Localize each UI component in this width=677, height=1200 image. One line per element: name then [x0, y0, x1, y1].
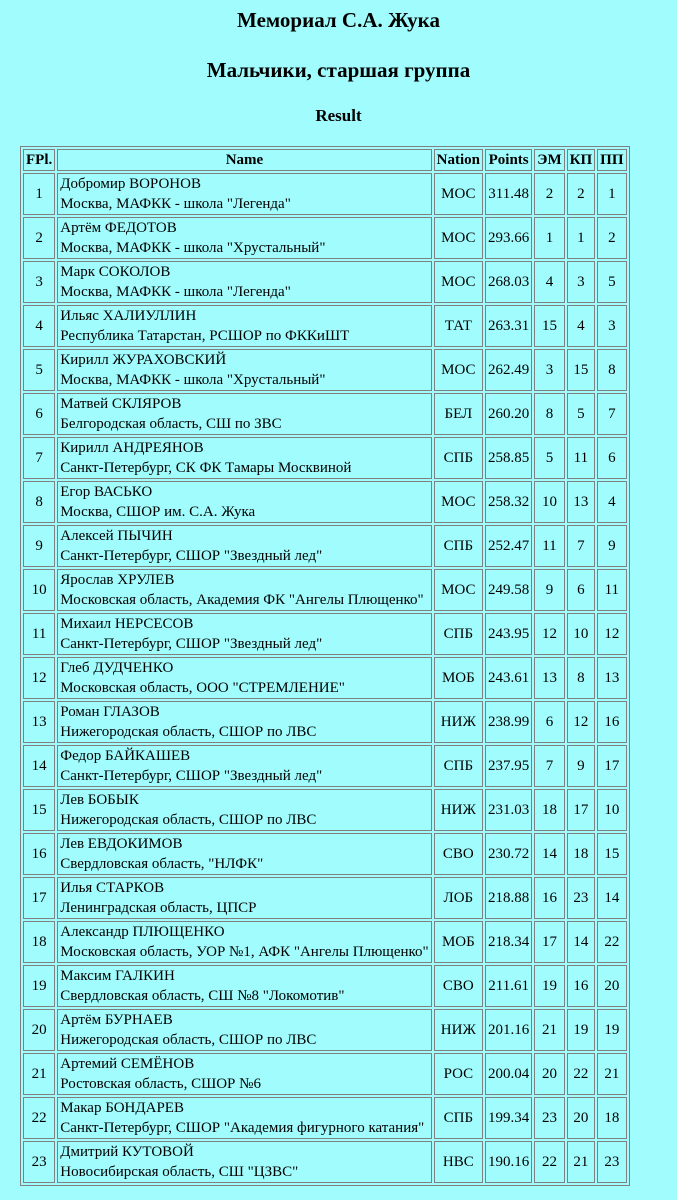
cell-nation: НИЖ [434, 701, 483, 743]
cell-pp: 3 [597, 305, 626, 347]
table-row [23, 173, 627, 215]
skater-name: Лев БОБЫК [60, 792, 139, 808]
skater-club: Белгородская область, СШ по ЗВС [60, 416, 282, 432]
cell-nation: СПБ [434, 1097, 483, 1139]
cell-pp: 12 [597, 613, 626, 655]
cell-pp: 4 [597, 481, 626, 523]
skater-club: Свердловская область, СШ №8 "Локомотив" [60, 988, 345, 1004]
cell-kp: 1 [567, 217, 596, 259]
cell-place: 5 [23, 349, 55, 391]
skater-club: Москва, МАФКК - школа "Хрустальный" [60, 372, 326, 388]
cell-points: 243.61 [485, 657, 532, 699]
table-row [23, 1141, 627, 1183]
col-header-nation: Nation [434, 149, 483, 171]
skater-club: Нижегородская область, СШОР по ЛВС [60, 1032, 317, 1048]
cell-name [57, 1053, 431, 1095]
cell-em: 2 [534, 173, 564, 215]
cell-name [57, 789, 431, 831]
cell-place: 12 [23, 657, 55, 699]
skater-name: Максим ГАЛКИН [60, 968, 175, 984]
cell-points: 231.03 [485, 789, 532, 831]
cell-name [57, 1009, 431, 1051]
cell-pp: 22 [597, 921, 626, 963]
cell-kp: 2 [567, 173, 596, 215]
table-row [23, 481, 627, 523]
cell-place: 19 [23, 965, 55, 1007]
cell-nation: НИЖ [434, 1009, 483, 1051]
cell-em: 17 [534, 921, 564, 963]
cell-pp: 14 [597, 877, 626, 919]
skater-name: Ярослав ХРУЛЕВ [60, 572, 175, 588]
table-row [23, 305, 627, 347]
cell-place: 10 [23, 569, 55, 611]
results-table [20, 146, 630, 1186]
cell-name [57, 701, 431, 743]
cell-kp: 18 [567, 833, 596, 875]
cell-nation: РОС [434, 1053, 483, 1095]
table-row [23, 613, 627, 655]
cell-pp: 17 [597, 745, 626, 787]
skater-club: Новосибирская область, СШ "ЦЗВС" [60, 1164, 299, 1180]
cell-em: 14 [534, 833, 564, 875]
cell-nation: ЛОБ [434, 877, 483, 919]
cell-em: 21 [534, 1009, 564, 1051]
cell-em: 16 [534, 877, 564, 919]
cell-kp: 3 [567, 261, 596, 303]
cell-kp: 21 [567, 1141, 596, 1183]
cell-name [57, 613, 431, 655]
skater-name: Дмитрий КУТОВОЙ [60, 1144, 194, 1160]
cell-pp: 19 [597, 1009, 626, 1051]
skater-club: Ростовская область, СШОР №6 [60, 1076, 261, 1092]
cell-name [57, 833, 431, 875]
cell-points: 311.48 [485, 173, 532, 215]
cell-nation: МОС [434, 349, 483, 391]
cell-name [57, 1141, 431, 1183]
cell-place: 21 [23, 1053, 55, 1095]
cell-em: 20 [534, 1053, 564, 1095]
skater-name: Добромир ВОРОНОВ [60, 176, 201, 192]
cell-pp: 8 [597, 349, 626, 391]
cell-kp: 13 [567, 481, 596, 523]
cell-pp: 11 [597, 569, 626, 611]
col-header-kp: КП [567, 149, 596, 171]
cell-points: 211.61 [485, 965, 532, 1007]
cell-kp: 23 [567, 877, 596, 919]
section-title: Result [315, 106, 362, 125]
cell-place: 23 [23, 1141, 55, 1183]
cell-kp: 9 [567, 745, 596, 787]
table-row [23, 833, 627, 875]
cell-pp: 10 [597, 789, 626, 831]
skater-name: Кирилл АНДРЕЯНОВ [60, 440, 204, 456]
skater-name: Илья СТАРКОВ [60, 880, 165, 896]
cell-kp: 17 [567, 789, 596, 831]
cell-place: 22 [23, 1097, 55, 1139]
cell-points: 252.47 [485, 525, 532, 567]
cell-nation: МОС [434, 481, 483, 523]
cell-kp: 20 [567, 1097, 596, 1139]
skater-name: Глеб ДУДЧЕНКО [60, 660, 174, 676]
skater-club: Санкт-Петербург, СШОР "Академия фигурного катания" [60, 1120, 425, 1136]
cell-nation: МОС [434, 217, 483, 259]
cell-em: 23 [534, 1097, 564, 1139]
skater-name: Кирилл ЖУРАХОВСКИЙ [60, 352, 227, 368]
cell-points: 218.34 [485, 921, 532, 963]
cell-kp: 12 [567, 701, 596, 743]
cell-nation: СПБ [434, 437, 483, 479]
cell-nation: ТАТ [434, 305, 483, 347]
skater-name: Артём ФЕДОТОВ [60, 220, 177, 236]
cell-name [57, 173, 431, 215]
cell-kp: 7 [567, 525, 596, 567]
skater-name: Роман ГЛАЗОВ [60, 704, 160, 720]
skater-name: Артём БУРНАЕВ [60, 1012, 173, 1028]
cell-em: 15 [534, 305, 564, 347]
table-row [23, 1009, 627, 1051]
cell-name [57, 569, 431, 611]
cell-em: 5 [534, 437, 564, 479]
cell-em: 7 [534, 745, 564, 787]
table-row [23, 393, 627, 435]
cell-points: 190.16 [485, 1141, 532, 1183]
cell-em: 12 [534, 613, 564, 655]
cell-points: 218.88 [485, 877, 532, 919]
cell-place: 7 [23, 437, 55, 479]
cell-pp: 13 [597, 657, 626, 699]
table-row [23, 657, 627, 699]
cell-kp: 15 [567, 349, 596, 391]
skater-club: Санкт-Петербург, СШОР "Звездный лед" [60, 768, 323, 784]
cell-em: 8 [534, 393, 564, 435]
cell-em: 4 [534, 261, 564, 303]
cell-pp: 18 [597, 1097, 626, 1139]
cell-nation: МОС [434, 173, 483, 215]
cell-nation: НИЖ [434, 789, 483, 831]
cell-name [57, 305, 431, 347]
cell-name [57, 481, 431, 523]
cell-name [57, 745, 431, 787]
skater-club: Московская область, ООО "СТРЕМЛЕНИЕ" [60, 680, 345, 696]
skater-club: Нижегородская область, СШОР по ЛВС [60, 724, 317, 740]
table-row [23, 217, 627, 259]
col-header-pp: ПП [597, 149, 626, 171]
skater-club: Московская область, Академия ФК "Ангелы Плющенко" [60, 592, 424, 608]
cell-points: 249.58 [485, 569, 532, 611]
skater-name: Михаил НЕРСЕСОВ [60, 616, 194, 632]
cell-nation: СВО [434, 965, 483, 1007]
cell-kp: 8 [567, 657, 596, 699]
cell-points: 268.03 [485, 261, 532, 303]
skater-name: Алексей ПЫЧИН [60, 528, 173, 544]
cell-name [57, 261, 431, 303]
cell-em: 22 [534, 1141, 564, 1183]
cell-nation: СПБ [434, 525, 483, 567]
table-row [23, 525, 627, 567]
cell-pp: 20 [597, 965, 626, 1007]
cell-em: 9 [534, 569, 564, 611]
cell-place: 11 [23, 613, 55, 655]
skater-club: Нижегородская область, СШОР по ЛВС [60, 812, 317, 828]
col-header-em: ЭМ [534, 149, 564, 171]
cell-kp: 5 [567, 393, 596, 435]
skater-club: Москва, СШОР им. С.А. Жука [60, 504, 256, 520]
skater-name: Макар БОНДАРЕВ [60, 1100, 184, 1116]
skater-name: Ильяс ХАЛИУЛЛИН [60, 308, 197, 324]
col-header-points: Points [485, 149, 532, 171]
col-header-name: Name [57, 149, 431, 171]
table-header-row [23, 149, 627, 171]
table-row [23, 1053, 627, 1095]
cell-pp: 23 [597, 1141, 626, 1183]
cell-points: 262.49 [485, 349, 532, 391]
cell-nation: МОБ [434, 921, 483, 963]
cell-em: 13 [534, 657, 564, 699]
cell-nation: НВС [434, 1141, 483, 1183]
cell-place: 17 [23, 877, 55, 919]
cell-points: 260.20 [485, 393, 532, 435]
cell-place: 18 [23, 921, 55, 963]
col-header-place: FPl. [23, 149, 55, 171]
cell-em: 6 [534, 701, 564, 743]
cell-kp: 16 [567, 965, 596, 1007]
cell-em: 11 [534, 525, 564, 567]
cell-name [57, 1097, 431, 1139]
cell-name [57, 393, 431, 435]
cell-kp: 22 [567, 1053, 596, 1095]
cell-nation: СВО [434, 833, 483, 875]
cell-em: 19 [534, 965, 564, 1007]
skater-name: Артемий СЕМЁНОВ [60, 1056, 195, 1072]
cell-place: 3 [23, 261, 55, 303]
cell-nation: СПБ [434, 745, 483, 787]
cell-kp: 14 [567, 921, 596, 963]
cell-em: 1 [534, 217, 564, 259]
table-row [23, 965, 627, 1007]
table-row [23, 701, 627, 743]
skater-club: Москва, МАФКК - школа "Легенда" [60, 196, 291, 212]
cell-place: 2 [23, 217, 55, 259]
cell-place: 16 [23, 833, 55, 875]
cell-points: 258.32 [485, 481, 532, 523]
skater-name: Марк СОКОЛОВ [60, 264, 171, 280]
table-row [23, 877, 627, 919]
cell-pp: 7 [597, 393, 626, 435]
cell-place: 13 [23, 701, 55, 743]
cell-place: 9 [23, 525, 55, 567]
cell-nation: БЕЛ [434, 393, 483, 435]
skater-club: Санкт-Петербург, СШОР "Звездный лед" [60, 548, 323, 564]
cell-name [57, 349, 431, 391]
table-row [23, 789, 627, 831]
cell-name [57, 217, 431, 259]
cell-pp: 21 [597, 1053, 626, 1095]
skater-club: Московская область, УОР №1, АФК "Ангелы Плющенко" [60, 944, 429, 960]
cell-points: 238.99 [485, 701, 532, 743]
skater-club: Республика Татарстан, РСШОР по ФККиШТ [60, 328, 350, 344]
cell-name [57, 525, 431, 567]
cell-em: 10 [534, 481, 564, 523]
table-row [23, 1097, 627, 1139]
cell-points: 199.34 [485, 1097, 532, 1139]
cell-nation: МОС [434, 261, 483, 303]
cell-points: 200.04 [485, 1053, 532, 1095]
cell-nation: МОБ [434, 657, 483, 699]
page-title: Мемориал С.А. Жука [237, 8, 440, 32]
cell-nation: МОС [434, 569, 483, 611]
table-row [23, 569, 627, 611]
cell-em: 3 [534, 349, 564, 391]
skater-name: Матвей СКЛЯРОВ [60, 396, 182, 412]
skater-name: Федор БАЙКАШЕВ [60, 748, 191, 764]
skater-club: Санкт-Петербург, СШОР "Звездный лед" [60, 636, 323, 652]
skater-club: Москва, МАФКК - школа "Легенда" [60, 284, 291, 300]
skater-club: Москва, МАФКК - школа "Хрустальный" [60, 240, 326, 256]
cell-points: 243.95 [485, 613, 532, 655]
cell-points: 237.95 [485, 745, 532, 787]
cell-pp: 9 [597, 525, 626, 567]
cell-place: 4 [23, 305, 55, 347]
cell-kp: 10 [567, 613, 596, 655]
cell-kp: 4 [567, 305, 596, 347]
cell-pp: 6 [597, 437, 626, 479]
cell-name [57, 921, 431, 963]
cell-place: 14 [23, 745, 55, 787]
page-subtitle: Мальчики, старшая группа [206, 58, 471, 82]
cell-kp: 11 [567, 437, 596, 479]
table-row [23, 349, 627, 391]
cell-place: 15 [23, 789, 55, 831]
cell-place: 8 [23, 481, 55, 523]
cell-place: 6 [23, 393, 55, 435]
cell-pp: 2 [597, 217, 626, 259]
cell-nation: СПБ [434, 613, 483, 655]
cell-pp: 15 [597, 833, 626, 875]
cell-points: 258.85 [485, 437, 532, 479]
cell-place: 1 [23, 173, 55, 215]
cell-kp: 6 [567, 569, 596, 611]
skater-club: Свердловская область, "НЛФК" [60, 856, 264, 872]
skater-name: Лев ЕВДОКИМОВ [60, 836, 183, 852]
skater-club: Ленинградская область, ЦПСР [60, 900, 257, 916]
table-row [23, 437, 627, 479]
cell-name [57, 657, 431, 699]
table-row [23, 745, 627, 787]
cell-name [57, 437, 431, 479]
cell-kp: 19 [567, 1009, 596, 1051]
cell-points: 230.72 [485, 833, 532, 875]
skater-club: Санкт-Петербург, СК ФК Тамары Москвиной [60, 460, 352, 476]
cell-name [57, 965, 431, 1007]
cell-pp: 5 [597, 261, 626, 303]
table-row [23, 921, 627, 963]
cell-points: 263.31 [485, 305, 532, 347]
cell-points: 201.16 [485, 1009, 532, 1051]
skater-name: Егор ВАСЬКО [60, 484, 153, 500]
cell-pp: 1 [597, 173, 626, 215]
skater-name: Александр ПЛЮЩЕНКО [60, 924, 225, 940]
cell-pp: 16 [597, 701, 626, 743]
table-row [23, 261, 627, 303]
cell-em: 18 [534, 789, 564, 831]
cell-points: 293.66 [485, 217, 532, 259]
cell-place: 20 [23, 1009, 55, 1051]
cell-name [57, 877, 431, 919]
